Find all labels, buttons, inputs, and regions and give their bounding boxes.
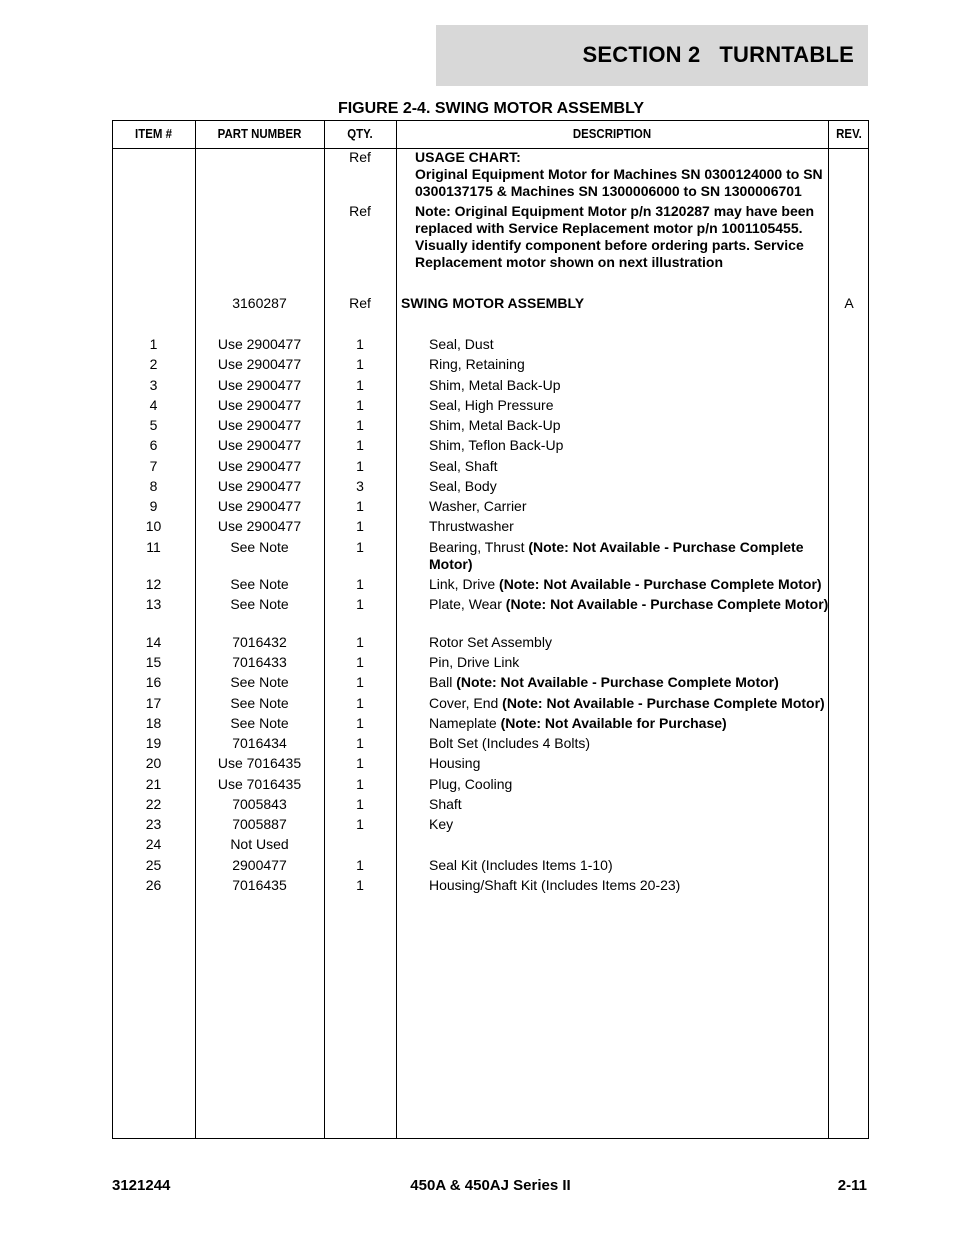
- row-item-number: 9: [149, 498, 158, 514]
- row-qty: 1: [356, 735, 364, 751]
- row-description-text: Bearing, Thrust: [429, 539, 529, 555]
- row-description: [429, 596, 829, 613]
- row-description-text: Rotor Set Assembly: [429, 634, 552, 650]
- row-qty: 1: [356, 654, 364, 670]
- row-qty: 1: [356, 458, 364, 474]
- row-item-number: 8: [149, 478, 158, 494]
- row-part-number: See Note: [230, 715, 289, 731]
- row-description: [429, 397, 829, 414]
- section-title: SECTION 2 TURNTABLE: [582, 42, 854, 67]
- row-description: [429, 539, 829, 573]
- row-item-number: 12: [145, 576, 162, 592]
- row-part-number: Use 2900477: [217, 518, 302, 534]
- row-item-number: 3: [149, 377, 158, 393]
- row-description-text: Housing/Shaft Kit (Includes Items 20-23): [429, 877, 681, 893]
- row-item-number: 22: [145, 796, 162, 812]
- assembly-description: SWING MOTOR ASSEMBLY: [401, 295, 585, 311]
- row-part-number: Use 2900477: [217, 437, 302, 453]
- row-item-number: 20: [145, 755, 162, 771]
- row-qty: 1: [356, 755, 364, 771]
- row-description: [429, 735, 829, 752]
- row-item-number: 19: [145, 735, 162, 751]
- footer-doc-number: 3121244: [112, 1177, 171, 1194]
- row-part-number: 7005843: [232, 796, 287, 812]
- row-description-text: Shim, Metal Back-Up: [429, 377, 561, 393]
- row-part-number: Use 2900477: [217, 498, 302, 514]
- row-description: [429, 377, 829, 394]
- row-part-number: Use 7016435: [217, 776, 302, 792]
- row-qty: 1: [356, 377, 364, 393]
- row-description-text: Washer, Carrier: [429, 498, 527, 514]
- row-part-number: Not Used: [230, 836, 289, 852]
- column-divider: [396, 120, 397, 1139]
- row-description: [429, 437, 829, 454]
- row-part-number: See Note: [230, 695, 289, 711]
- row-item-number: 5: [149, 417, 158, 433]
- row-item-number: 21: [145, 776, 162, 792]
- column-header-part-number: PART NUMBER: [217, 126, 302, 141]
- row-item-number: 24: [145, 836, 162, 852]
- row-description: [429, 478, 829, 495]
- row-description-text: Housing: [429, 755, 481, 771]
- row-qty: 1: [356, 877, 364, 893]
- row-description: [429, 816, 829, 833]
- row-item-number: 13: [145, 596, 162, 612]
- row-part-number: 7016434: [232, 735, 287, 751]
- row-description-text: Seal, Dust: [429, 336, 494, 352]
- row-part-number: Use 2900477: [217, 478, 302, 494]
- row-part-number: See Note: [230, 539, 289, 555]
- row-description: [429, 715, 829, 732]
- column-header-item: ITEM #: [135, 126, 172, 141]
- usage-note: Note: Original Equipment Motor p/n 3120287 may have been replaced with Service Replacement motor p/n 1001105455. Visually identify component before ordering parts. Service Replacement motor shown on next illustration: [415, 203, 815, 270]
- row-description: [429, 417, 829, 434]
- row-description-text: Ring, Retaining: [429, 356, 525, 372]
- row-description-text: Seal, High Pressure: [429, 397, 554, 413]
- row-description-text: Ball: [429, 674, 457, 690]
- row-qty: 1: [356, 576, 364, 592]
- row-qty: 1: [356, 539, 364, 555]
- row-part-number: Use 2900477: [217, 397, 302, 413]
- assembly-part-number: 3160287: [232, 295, 287, 311]
- row-qty: 1: [356, 397, 364, 413]
- row-availability-note: (Note: Not Available for Purchase): [500, 715, 727, 731]
- row-qty: 1: [356, 695, 364, 711]
- row-availability-note: (Note: Not Available - Purchase Complete Motor): [456, 674, 779, 690]
- row-part-number: Use 2900477: [217, 377, 302, 393]
- row-description: [429, 518, 829, 535]
- usage-qty: Ref: [349, 149, 371, 165]
- parts-table: [112, 120, 869, 1139]
- row-part-number: 7016432: [232, 634, 287, 650]
- assembly-qty: Ref: [349, 295, 371, 311]
- row-part-number: 7005887: [232, 816, 287, 832]
- row-description-text: Shim, Metal Back-Up: [429, 417, 561, 433]
- row-item-number: 4: [149, 397, 158, 413]
- row-description-text: Seal Kit (Includes Items 1-10): [429, 857, 613, 873]
- row-qty: 1: [356, 634, 364, 650]
- row-description: [429, 336, 829, 353]
- column-divider: [828, 120, 829, 1139]
- row-item-number: 1: [149, 336, 158, 352]
- row-item-number: 7: [149, 458, 158, 474]
- section-header: [436, 25, 868, 86]
- row-part-number: 7016433: [232, 654, 287, 670]
- row-part-number: See Note: [230, 674, 289, 690]
- assembly-rev: A: [844, 295, 854, 311]
- row-description: [429, 877, 829, 894]
- row-part-number: Use 2900477: [217, 356, 302, 372]
- row-description-text: Seal, Body: [429, 478, 497, 494]
- row-part-number: See Note: [230, 576, 289, 592]
- row-qty: 1: [356, 715, 364, 731]
- footer-page-number: 2-11: [837, 1177, 867, 1194]
- row-item-number: 18: [145, 715, 162, 731]
- row-description-text: Link, Drive: [429, 576, 500, 592]
- row-part-number: See Note: [230, 596, 289, 612]
- row-part-number: Use 7016435: [217, 755, 302, 771]
- row-description-text: Key: [429, 816, 454, 832]
- row-qty: 1: [356, 417, 364, 433]
- column-header-description: DESCRIPTION: [572, 126, 652, 141]
- row-item-number: 17: [145, 695, 162, 711]
- row-description: [429, 498, 829, 515]
- row-description: [429, 674, 829, 691]
- row-description: [429, 796, 829, 813]
- row-description-text: Pin, Drive Link: [429, 654, 520, 670]
- row-qty: 1: [356, 816, 364, 832]
- column-divider: [324, 120, 325, 1139]
- row-part-number: Use 2900477: [217, 458, 302, 474]
- row-availability-note: (Note: Not Available - Purchase Complete Motor): [499, 576, 822, 592]
- row-description: [429, 634, 829, 651]
- figure-title: FIGURE 2-4. SWING MOTOR ASSEMBLY: [337, 100, 645, 117]
- row-item-number: 26: [145, 877, 162, 893]
- column-header-rev: REV.: [836, 126, 862, 141]
- row-availability-note: (Note: Not Available - Purchase Complete Motor): [502, 695, 825, 711]
- row-qty: 1: [356, 336, 364, 352]
- row-qty: 1: [356, 796, 364, 812]
- row-description: [429, 356, 829, 373]
- row-qty: 1: [356, 498, 364, 514]
- row-description: [429, 576, 829, 593]
- row-item-number: 11: [146, 539, 161, 555]
- row-qty: 1: [356, 776, 364, 792]
- column-header-qty: QTY.: [347, 126, 373, 141]
- row-description: [429, 755, 829, 772]
- row-description: [429, 458, 829, 475]
- row-description-text: Cover, End: [429, 695, 503, 711]
- row-part-number: Use 2900477: [217, 336, 302, 352]
- row-description-text: Shaft: [429, 796, 462, 812]
- usage-note-qty: Ref: [349, 203, 371, 219]
- row-description: [429, 857, 829, 874]
- row-item-number: 6: [149, 437, 158, 453]
- row-qty: 3: [356, 478, 364, 494]
- row-item-number: 25: [145, 857, 162, 873]
- row-item-number: 14: [145, 634, 162, 650]
- row-qty: 1: [356, 596, 364, 612]
- row-description-text: Seal, Shaft: [429, 458, 498, 474]
- row-qty: 1: [356, 857, 364, 873]
- row-qty: 1: [356, 674, 364, 690]
- row-qty: 1: [356, 356, 364, 372]
- row-item-number: 2: [149, 356, 158, 372]
- row-description-text: Nameplate: [429, 715, 501, 731]
- usage-chart-serials: Original Equipment Motor for Machines SN 0300124000 to SN 0300137175 & Machines SN 1300006000 to SN 1300006701: [415, 166, 823, 199]
- row-description: [429, 695, 829, 712]
- footer-model: 450A & 450AJ Series II: [410, 1177, 571, 1194]
- row-description: [429, 654, 829, 671]
- row-description-text: Plate, Wear: [429, 596, 506, 612]
- row-part-number: Use 2900477: [217, 417, 302, 433]
- row-description-text: Shim, Teflon Back-Up: [429, 437, 564, 453]
- row-part-number: 2900477: [232, 857, 287, 873]
- usage-chart-heading: USAGE CHART:: [415, 149, 521, 165]
- row-availability-note: (Note: Not Available - Purchase Complete Motor): [505, 596, 829, 612]
- row-item-number: 10: [145, 518, 162, 534]
- row-part-number: 7016435: [232, 877, 287, 893]
- row-description-text: Bolt Set (Includes 4 Bolts): [429, 735, 591, 751]
- row-qty: 1: [356, 518, 364, 534]
- row-description-text: Plug, Cooling: [429, 776, 513, 792]
- row-description: [429, 776, 829, 793]
- column-divider: [195, 120, 196, 1139]
- row-qty: 1: [356, 437, 364, 453]
- row-item-number: 15: [145, 654, 162, 670]
- row-description-text: Thrustwasher: [429, 518, 514, 534]
- row-item-number: 23: [145, 816, 162, 832]
- row-availability-note: (Note: Not Available - Purchase Complete Motor): [429, 539, 804, 572]
- row-item-number: 16: [145, 674, 162, 690]
